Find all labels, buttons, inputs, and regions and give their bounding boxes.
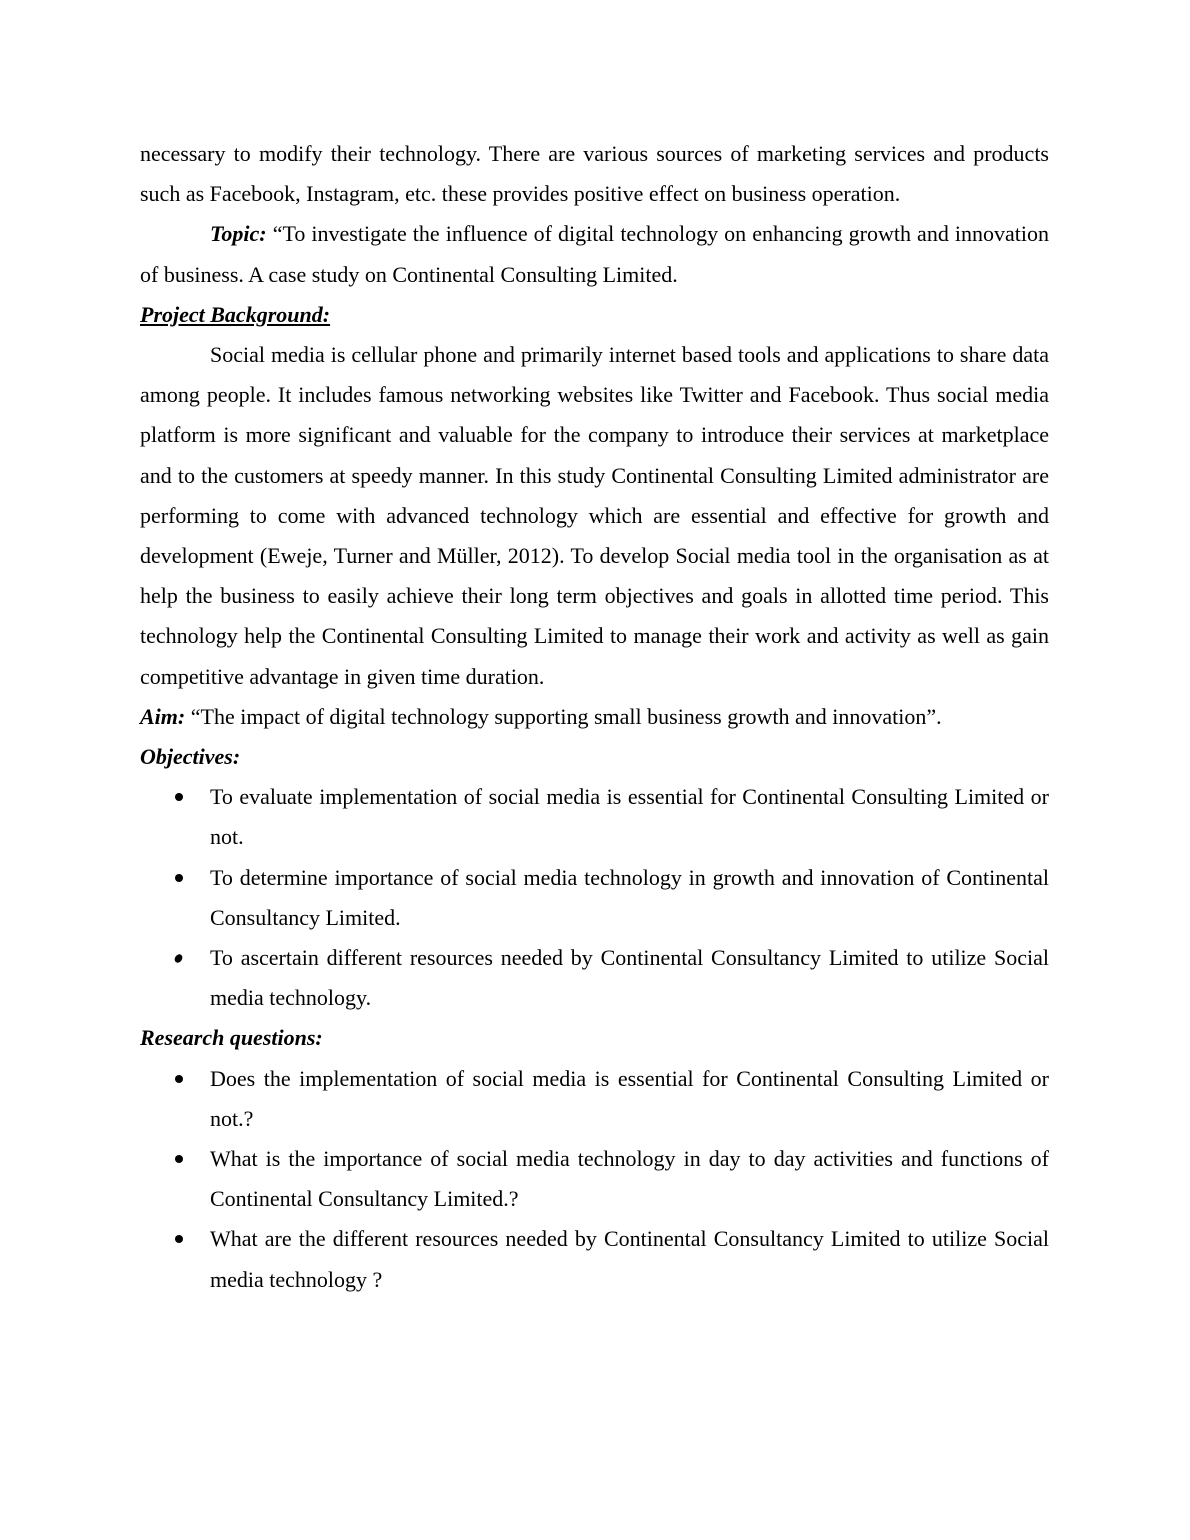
aim-paragraph — [140, 697, 1049, 737]
bullet-icon — [173, 953, 184, 964]
research-questions-heading: Research questions: — [140, 1025, 323, 1051]
objectives-list — [140, 777, 1049, 1018]
objective-item — [140, 938, 1049, 1018]
research-question-text: What is the importance of social media technology in day to day activities and functions of Continental Consultancy Limited.? — [210, 1146, 1049, 1212]
objective-text: To evaluate implementation of social media is essential for Continental Consulting Limited or not. — [210, 784, 1049, 850]
intro-continuation-paragraph: necessary to modify their technology. There are various sources of marketing services and products such as Facebook, Instagram, etc. these provides positive effect on business operation. — [140, 141, 1049, 207]
aim-text: “The impact of digital technology supporting small business growth and innovation”. — [185, 703, 942, 729]
research-question-item — [140, 1139, 1049, 1219]
bullet-icon — [175, 1235, 183, 1243]
objective-text: To determine importance of social media technology in growth and innovation of Continental Consultancy Limited. — [210, 864, 1049, 930]
objective-text: To ascertain different resources needed by Continental Consultancy Limited to utilize Social media technology. — [210, 945, 1049, 1011]
topic-paragraph — [140, 214, 1049, 294]
research-question-text: What are the different resources needed by Continental Consultancy Limited to utilize Social media technology ? — [210, 1226, 1049, 1292]
aim-label: Aim: — [140, 703, 186, 729]
objective-item — [140, 858, 1049, 938]
bullet-icon — [175, 793, 183, 801]
research-questions-list — [140, 1059, 1049, 1300]
document-page — [140, 134, 1049, 1300]
objective-item — [140, 777, 1049, 857]
bullet-icon — [175, 1155, 183, 1163]
topic-label: Topic: — [210, 221, 267, 247]
research-question-text: Does the implementation of social media is essential for Continental Consulting Limited or not.? — [210, 1065, 1049, 1131]
bullet-icon — [175, 874, 183, 882]
project-background-heading: Project Background: — [140, 301, 331, 327]
research-question-item — [140, 1219, 1049, 1299]
bullet-icon — [175, 1075, 183, 1083]
objectives-heading: Objectives: — [140, 744, 241, 770]
research-question-item — [140, 1059, 1049, 1139]
topic-text: “To investigate the influence of digital technology on enhancing growth and innovation of business. A case study on Continental Consulting Limited. — [140, 221, 1049, 287]
project-background-paragraph: Social media is cellular phone and primarily internet based tools and applications to share data among people. It includes famous networking websites like Twitter and Facebook. Thus social media platform is more significant and valuable for the company to introduce their services at marketplace and to the customers at speedy manner. In this study Continental Consulting Limited administrator are performing to come with advanced technology which are essential and effective for growth and development (Eweje, Turner and Müller, 2012). To develop Social media tool in the organisation as at help the business to easily achieve their long term objectives and goals in allotted time period. This technology help the Continental Consulting Limited to manage their work and activity as well as gain competitive advantage in given time duration. — [140, 342, 1049, 689]
